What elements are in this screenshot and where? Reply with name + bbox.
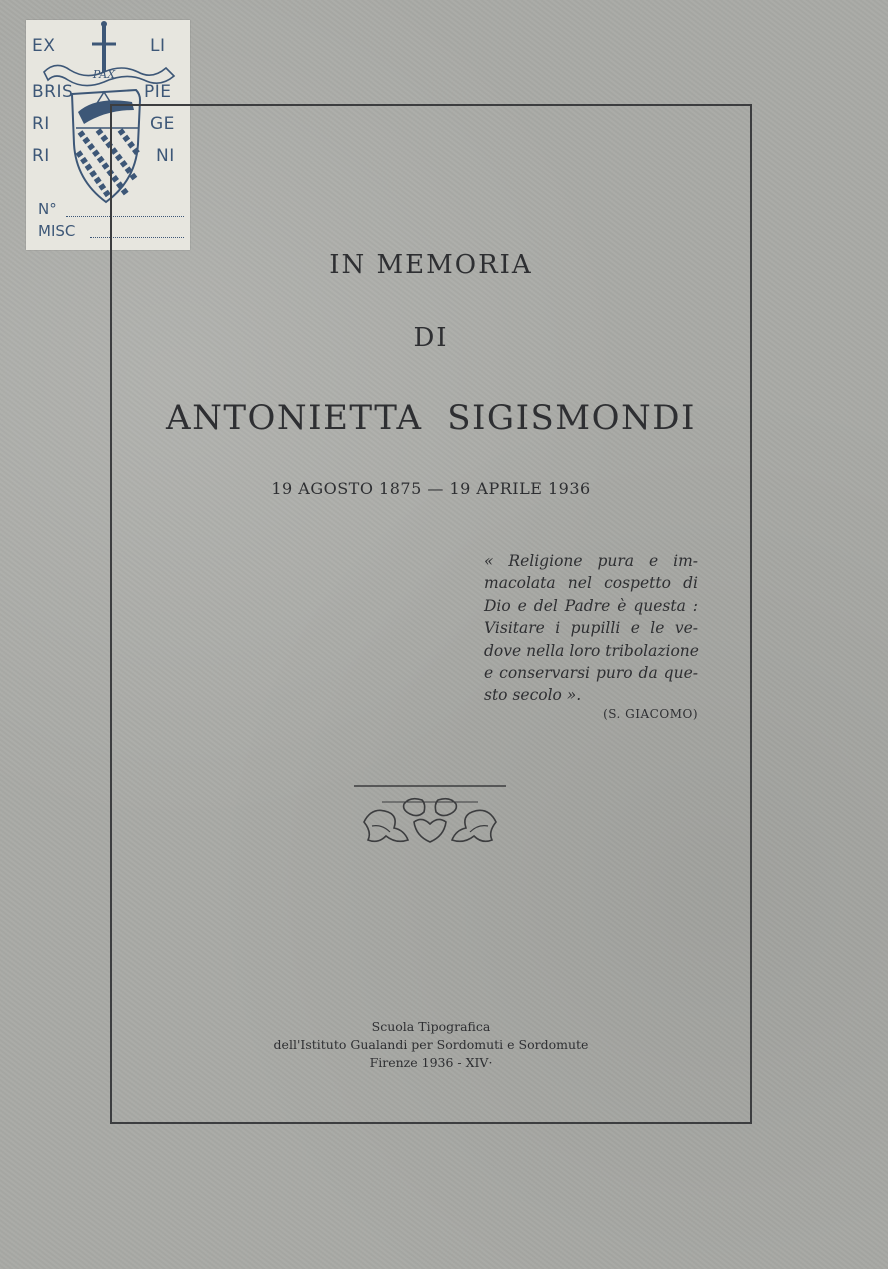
epigraph-line: Visitare i pupilli e le ve- bbox=[484, 619, 698, 638]
imprint-line-1: Scuola Tipografica bbox=[371, 1019, 491, 1034]
imprint-line-3: Firenze 1936 - XIV· bbox=[369, 1055, 493, 1070]
bookplate-word-pie: PIE bbox=[144, 82, 172, 102]
imprint-line-2: dell'Istituto Gualandi per Sordomuti e Sordomute bbox=[273, 1037, 589, 1052]
epigraph-attribution: (S. GIACOMO) bbox=[603, 707, 698, 721]
epigraph-line: e conservarsi puro da que- bbox=[484, 664, 698, 683]
bookplate-word-ex: EX bbox=[32, 36, 56, 56]
bookplate-word-ri: RI bbox=[32, 114, 50, 134]
epigraph-line: macolata nel cospetto di bbox=[484, 574, 698, 593]
bookplate-misc-label: MISC bbox=[38, 222, 76, 240]
epigraph-line: Dio e del Padre è questa : bbox=[484, 596, 698, 615]
pax-motto: PAX bbox=[92, 68, 116, 81]
epigraph-line: dove nella loro tribolazione bbox=[484, 641, 699, 660]
bookplate-word-bris: BRIS bbox=[32, 82, 74, 102]
bookplate-word-ri-2: RI bbox=[32, 146, 50, 166]
bookplate-number-label: N° bbox=[38, 200, 57, 218]
epigraph-line: « Religione pura e im- bbox=[484, 552, 698, 570]
epigraph-quote bbox=[484, 550, 698, 707]
life-dates: 19 AGOSTO 1875 — 19 APRILE 1936 bbox=[271, 479, 591, 498]
bookplate-word-li: LI bbox=[150, 36, 166, 56]
floral-ornament-icon bbox=[352, 782, 508, 852]
bookplate-word-ni: NI bbox=[156, 146, 175, 166]
bookplate-word-ge: GE bbox=[150, 114, 175, 134]
epigraph-line: sto secolo ». bbox=[484, 686, 582, 705]
title-in-memoria: IN MEMORIA bbox=[329, 250, 533, 280]
title-name: ANTONIETTA SIGISMONDI bbox=[166, 398, 696, 438]
title-di: DI bbox=[413, 323, 449, 353]
